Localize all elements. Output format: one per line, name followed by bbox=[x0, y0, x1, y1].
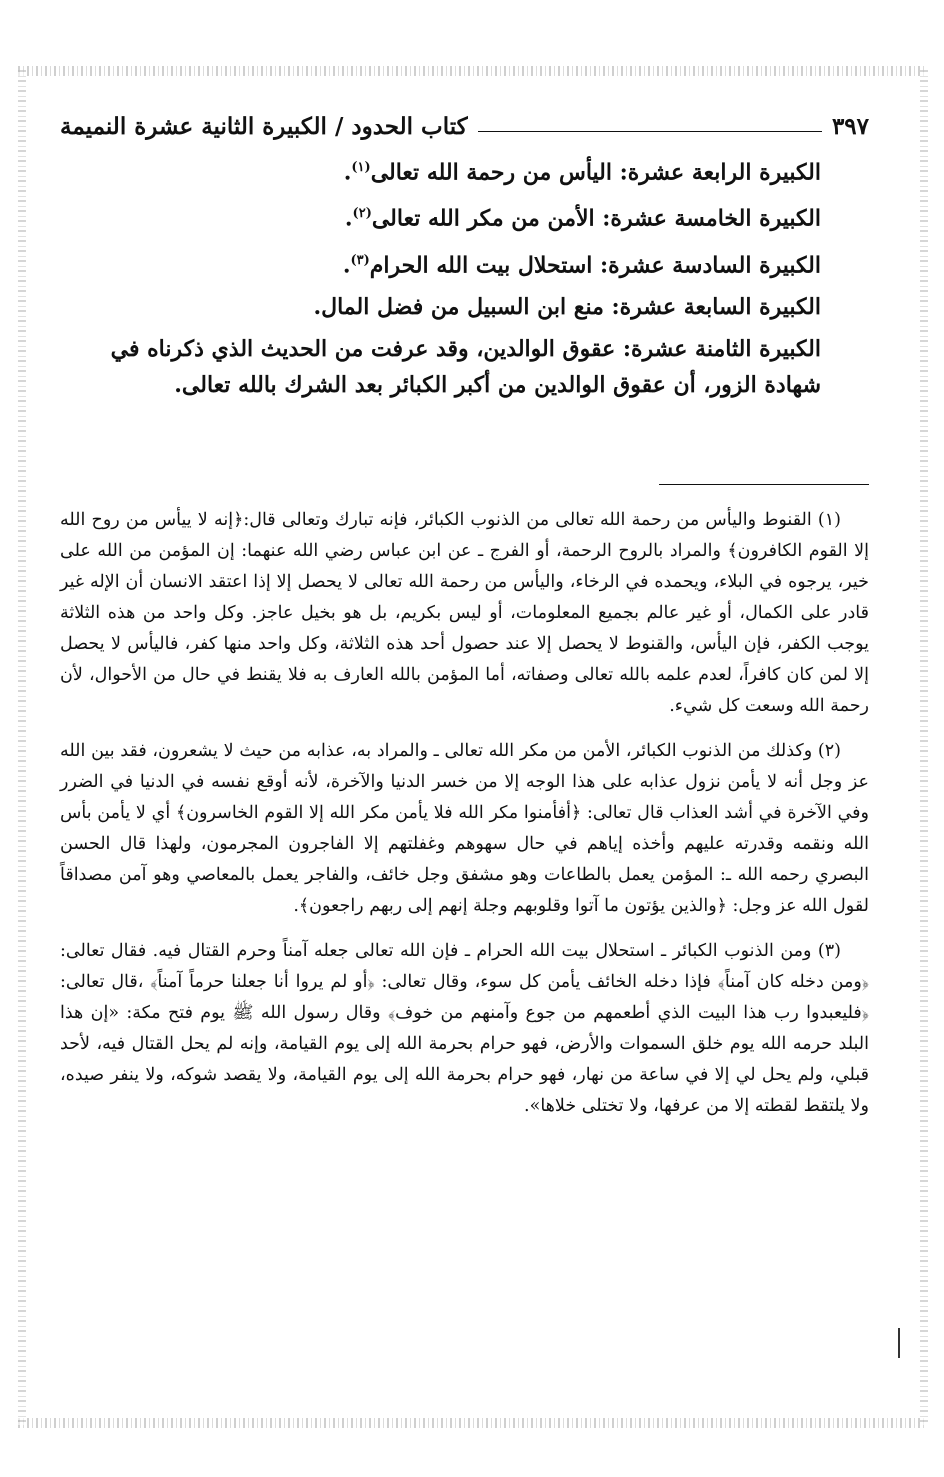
running-header bbox=[60, 100, 869, 140]
paragraph-18: الكبيرة الثامنة عشرة: عقوق الوالدين، وقد عرفت من الحديث الذي ذكرناه في شهادة الزور، أن عقوق الوالدين من أكبر الكبائر بعد الشرك بالله تعالى. bbox=[110, 335, 821, 398]
main-text bbox=[60, 150, 869, 409]
margin-mark bbox=[898, 1328, 900, 1358]
page-number: ٣٩٧ bbox=[831, 113, 869, 140]
footnote-ref-2[interactable]: (٢) bbox=[352, 206, 372, 222]
paragraph-15-end: . bbox=[344, 205, 353, 232]
footnote-separator bbox=[659, 484, 869, 485]
paragraph-17: الكبيرة السابعة عشرة: منع ابن السبيل من فضل المال. bbox=[313, 293, 821, 320]
footnote-1: (١) القنوط واليأس من رحمة الله تعالى من الذنوب الكبائر، فإنه تبارك وتعالى قال:﴿إنه لا ييأس من روح الله إلا القوم الكافرون﴾ والمراد بالروح الرحمة، أو الفرج ـ عن ابن عباس رضي الله عنهما: إن المؤمن من الله على خير، يرجوه في البلاء، ويحمده في الرخاء، واليأس من رحمة الله تعالى لا يحصل إلا إذا اعتقد الانسان أن الإله غير قادر على الكمال، أو غير عالم بجميع المعلومات، أو ليس بكريم، بل هو بخيل عاجز. وكل واحد من هذه الثلاثة يوجب الكفر، فإن اليأس، والقنوط لا يحصل إلا عند حصول أحد هذه الثلاثة، وكل واحد منها كفر، فاليأس لا يحصل إلا لمن كان كافراً، لعدم علمه بالله تعالى وصفاته، أما المؤمن بالله العارف به فلا يقنط في حال من الأحوال، لأن رحمة الله وسعت كل شيء. bbox=[60, 510, 869, 716]
footnote-3: (٣) ومن الذنوب الكبائر ـ استحلال بيت الله الحرام ـ فإن الله تعالى جعله آمناً وحرم القتال فيه. فقال تعالى: ﴿ومن دخله كان آمناً﴾ فإذا دخله الخائف يأمن كل سوء، وقال تعالى: ﴿أو لم يروا أنا جعلنا حرماً آمناً﴾ ،قال تعالى: ﴿فليعبدوا رب هذا البيت الذي أطعمهم من جوع وآمنهم من خوف﴾ وقال رسول الله ﷺ يوم فتح مكة: «إن هذا البلد حرمه الله يوم خلق السموات والأرض، فهو حرام بحرمة الله إلى يوم القيامة، وإنه لم يحل القتال فيه، لأحد قبلي، ولم يحل لي إلا في ساعة من نهار، فهو حرام بحرمة الله إلى يوم القيامة، ولا يقصد شوكه، ولا ينفر صيده، ولا يلتقط لقطته إلا من عرفها، ولا تختلى خلاها». bbox=[60, 941, 869, 1116]
header-rule bbox=[478, 131, 822, 132]
paragraph-16 bbox=[60, 243, 869, 283]
paragraph-14 bbox=[60, 150, 869, 190]
decorative-border-right bbox=[920, 70, 928, 1425]
footnote-ref-1[interactable]: (١) bbox=[351, 160, 371, 175]
header-title: كتاب الحدود / الكبيرة الثانية عشرة النميمة bbox=[60, 113, 468, 140]
decorative-border-bottom bbox=[18, 1418, 926, 1428]
footnote-ref-3[interactable]: (٣) bbox=[350, 252, 370, 268]
decorative-border-top bbox=[18, 66, 926, 76]
paragraph-16-end: . bbox=[342, 251, 351, 278]
decorative-border-left bbox=[18, 70, 26, 1425]
paragraph-16-text: الكبيرة السادسة عشرة: استحلال بيت الله الحرام bbox=[369, 251, 821, 278]
paragraph-14-text: الكبيرة الرابعة عشرة: اليأس من رحمة الله تعالى bbox=[370, 159, 821, 186]
paragraph-15 bbox=[60, 196, 869, 236]
paragraph-15-text: الكبيرة الخامسة عشرة: الأمن من مكر الله تعالى bbox=[371, 205, 821, 232]
footnotes bbox=[60, 505, 869, 1136]
footnote-2: (٢) وكذلك من الذنوب الكبائر، الأمن من مكر الله تعالى ـ والمراد به، عذابه من حيث لا يشعرون، فقد بين الله عز وجل أنه لا يأمن نزول عذابه على هذا الوجه إلا من خسر الدنيا والآخرة، لأنه أوقع نفسه في الدنيا في الضرر وفي الآخرة في أشد العذاب قال تعالى: ﴿أفأمنوا مكر الله فلا يأمن مكر الله إلا القوم الخاسرون﴾ أي لا يأمن بأس الله ونقمه وقدرته عليهم وأخذه إياهم في حال سهوهم وغفلتهم إلا الفاجرون المجرمون، ولهذا قال الحسن البصري رحمه الله ـ: المؤمن يعمل بالطاعات وهو مشفق وجل خائف، والفاجر يعمل بالمعاصي وهو آمن مصداقاً لقول الله عز وجل: ﴿والذين يؤتون ما آتوا وقلوبهم وجلة إنهم إلى ربهم راجعون﴾. bbox=[60, 741, 869, 916]
paragraph-14-end: . bbox=[343, 159, 352, 186]
